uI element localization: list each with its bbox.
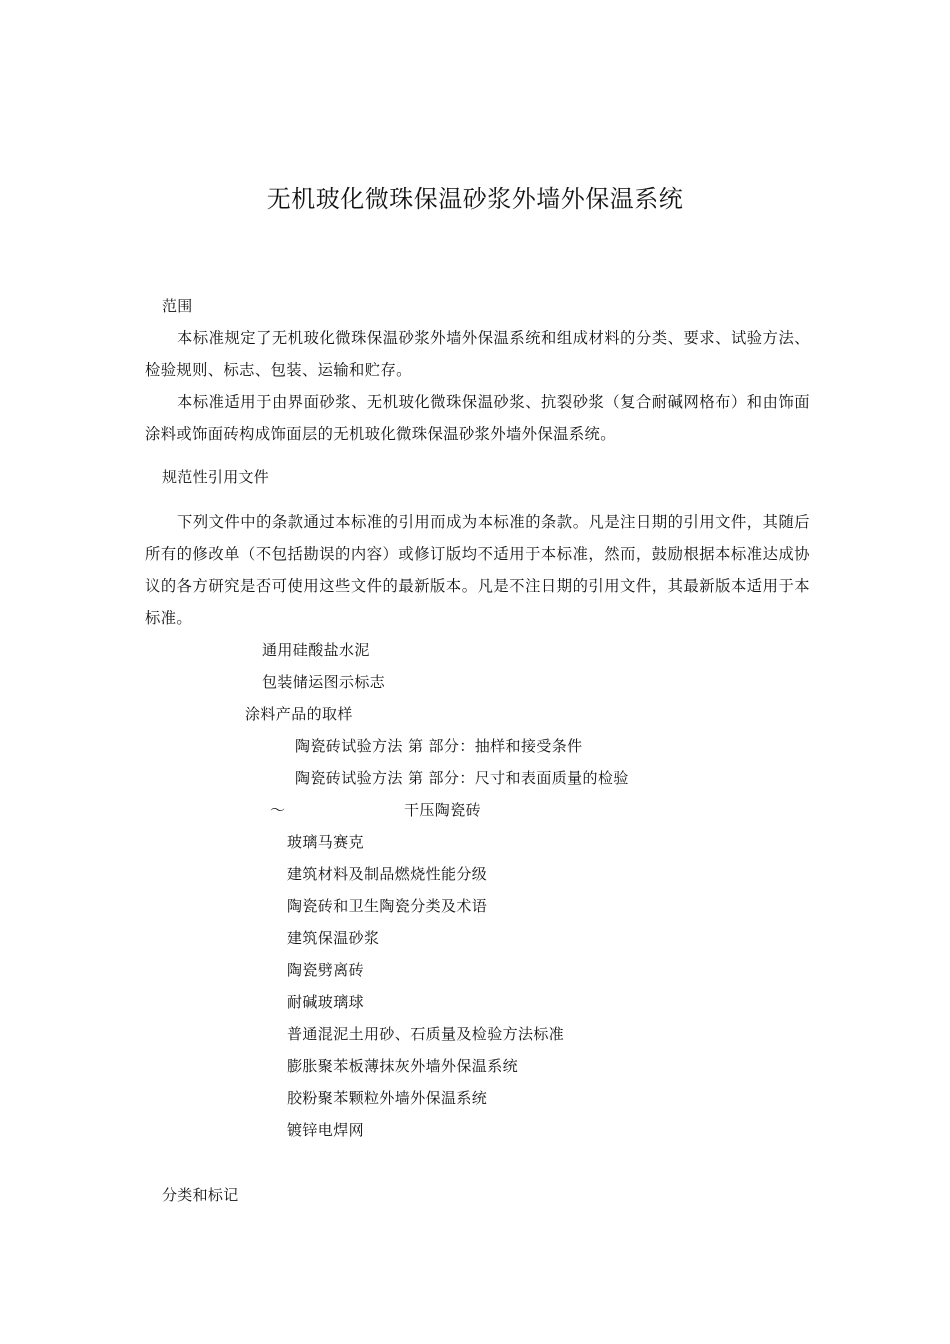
- reference-item: 陶瓷砖和卫生陶瓷分类及术语: [287, 897, 488, 915]
- reference-item: 陶瓷劈离砖: [287, 961, 365, 979]
- reference-item: 耐碱玻璃球: [287, 993, 365, 1011]
- scope-heading: 范围: [162, 297, 193, 315]
- scope-paragraph-2: 本标准适用于由界面砂浆、无机玻化微珠保温砂浆、抗裂砂浆（复合耐碱网格布）和由饰面涂料或饰面砖构成饰面层的无机玻化微珠保温砂浆外墙外保温系统。: [145, 393, 810, 443]
- reference-item: 镀锌电焊网: [287, 1121, 365, 1139]
- document-title: 无机玻化微珠保温砂浆外墙外保温系统: [266, 185, 684, 213]
- normative-references-heading: 规范性引用文件: [162, 468, 270, 486]
- reference-range-symbol: ～: [270, 801, 286, 819]
- reference-item: 包装储运图示标志: [262, 673, 386, 691]
- scope-paragraph-1: 本标准规定了无机玻化微珠保温砂浆外墙外保温系统和组成材料的分类、要求、试验方法、检验规则、标志、包装、运输和贮存。: [145, 329, 810, 379]
- normative-references-paragraph: 下列文件中的条款通过本标准的引用而成为本标准的条款。凡是注日期的引用文件，其随后所有的修改单（不包括勘误的内容）或修订版均不适用于本标准，然而，鼓励根据本标准达成协议的各方研究是否可使用这些文件的最新版本。凡是不注日期的引用文件，其最新版本适用于本标准。: [145, 513, 810, 627]
- reference-item: 陶瓷砖试验方法 第 部分：抽样和接受条件: [295, 737, 583, 755]
- reference-item: 建筑保温砂浆: [287, 929, 380, 947]
- reference-item: 玻璃马赛克: [287, 833, 365, 851]
- reference-item: 干压陶瓷砖: [404, 801, 482, 819]
- reference-item: 膨胀聚苯板薄抹灰外墙外保温系统: [287, 1057, 519, 1075]
- reference-item: 通用硅酸盐水泥: [262, 641, 370, 659]
- reference-item: 陶瓷砖试验方法 第 部分：尺寸和表面质量的检验: [295, 769, 629, 787]
- reference-item: 建筑材料及制品燃烧性能分级: [287, 865, 488, 883]
- reference-item: 普通混泥土用砂、石质量及检验方法标准: [287, 1025, 565, 1043]
- reference-item: 胶粉聚苯颗粒外墙外保温系统: [287, 1089, 488, 1107]
- classification-heading: 分类和标记: [162, 1186, 239, 1204]
- reference-item: 涂料产品的取样: [245, 705, 353, 723]
